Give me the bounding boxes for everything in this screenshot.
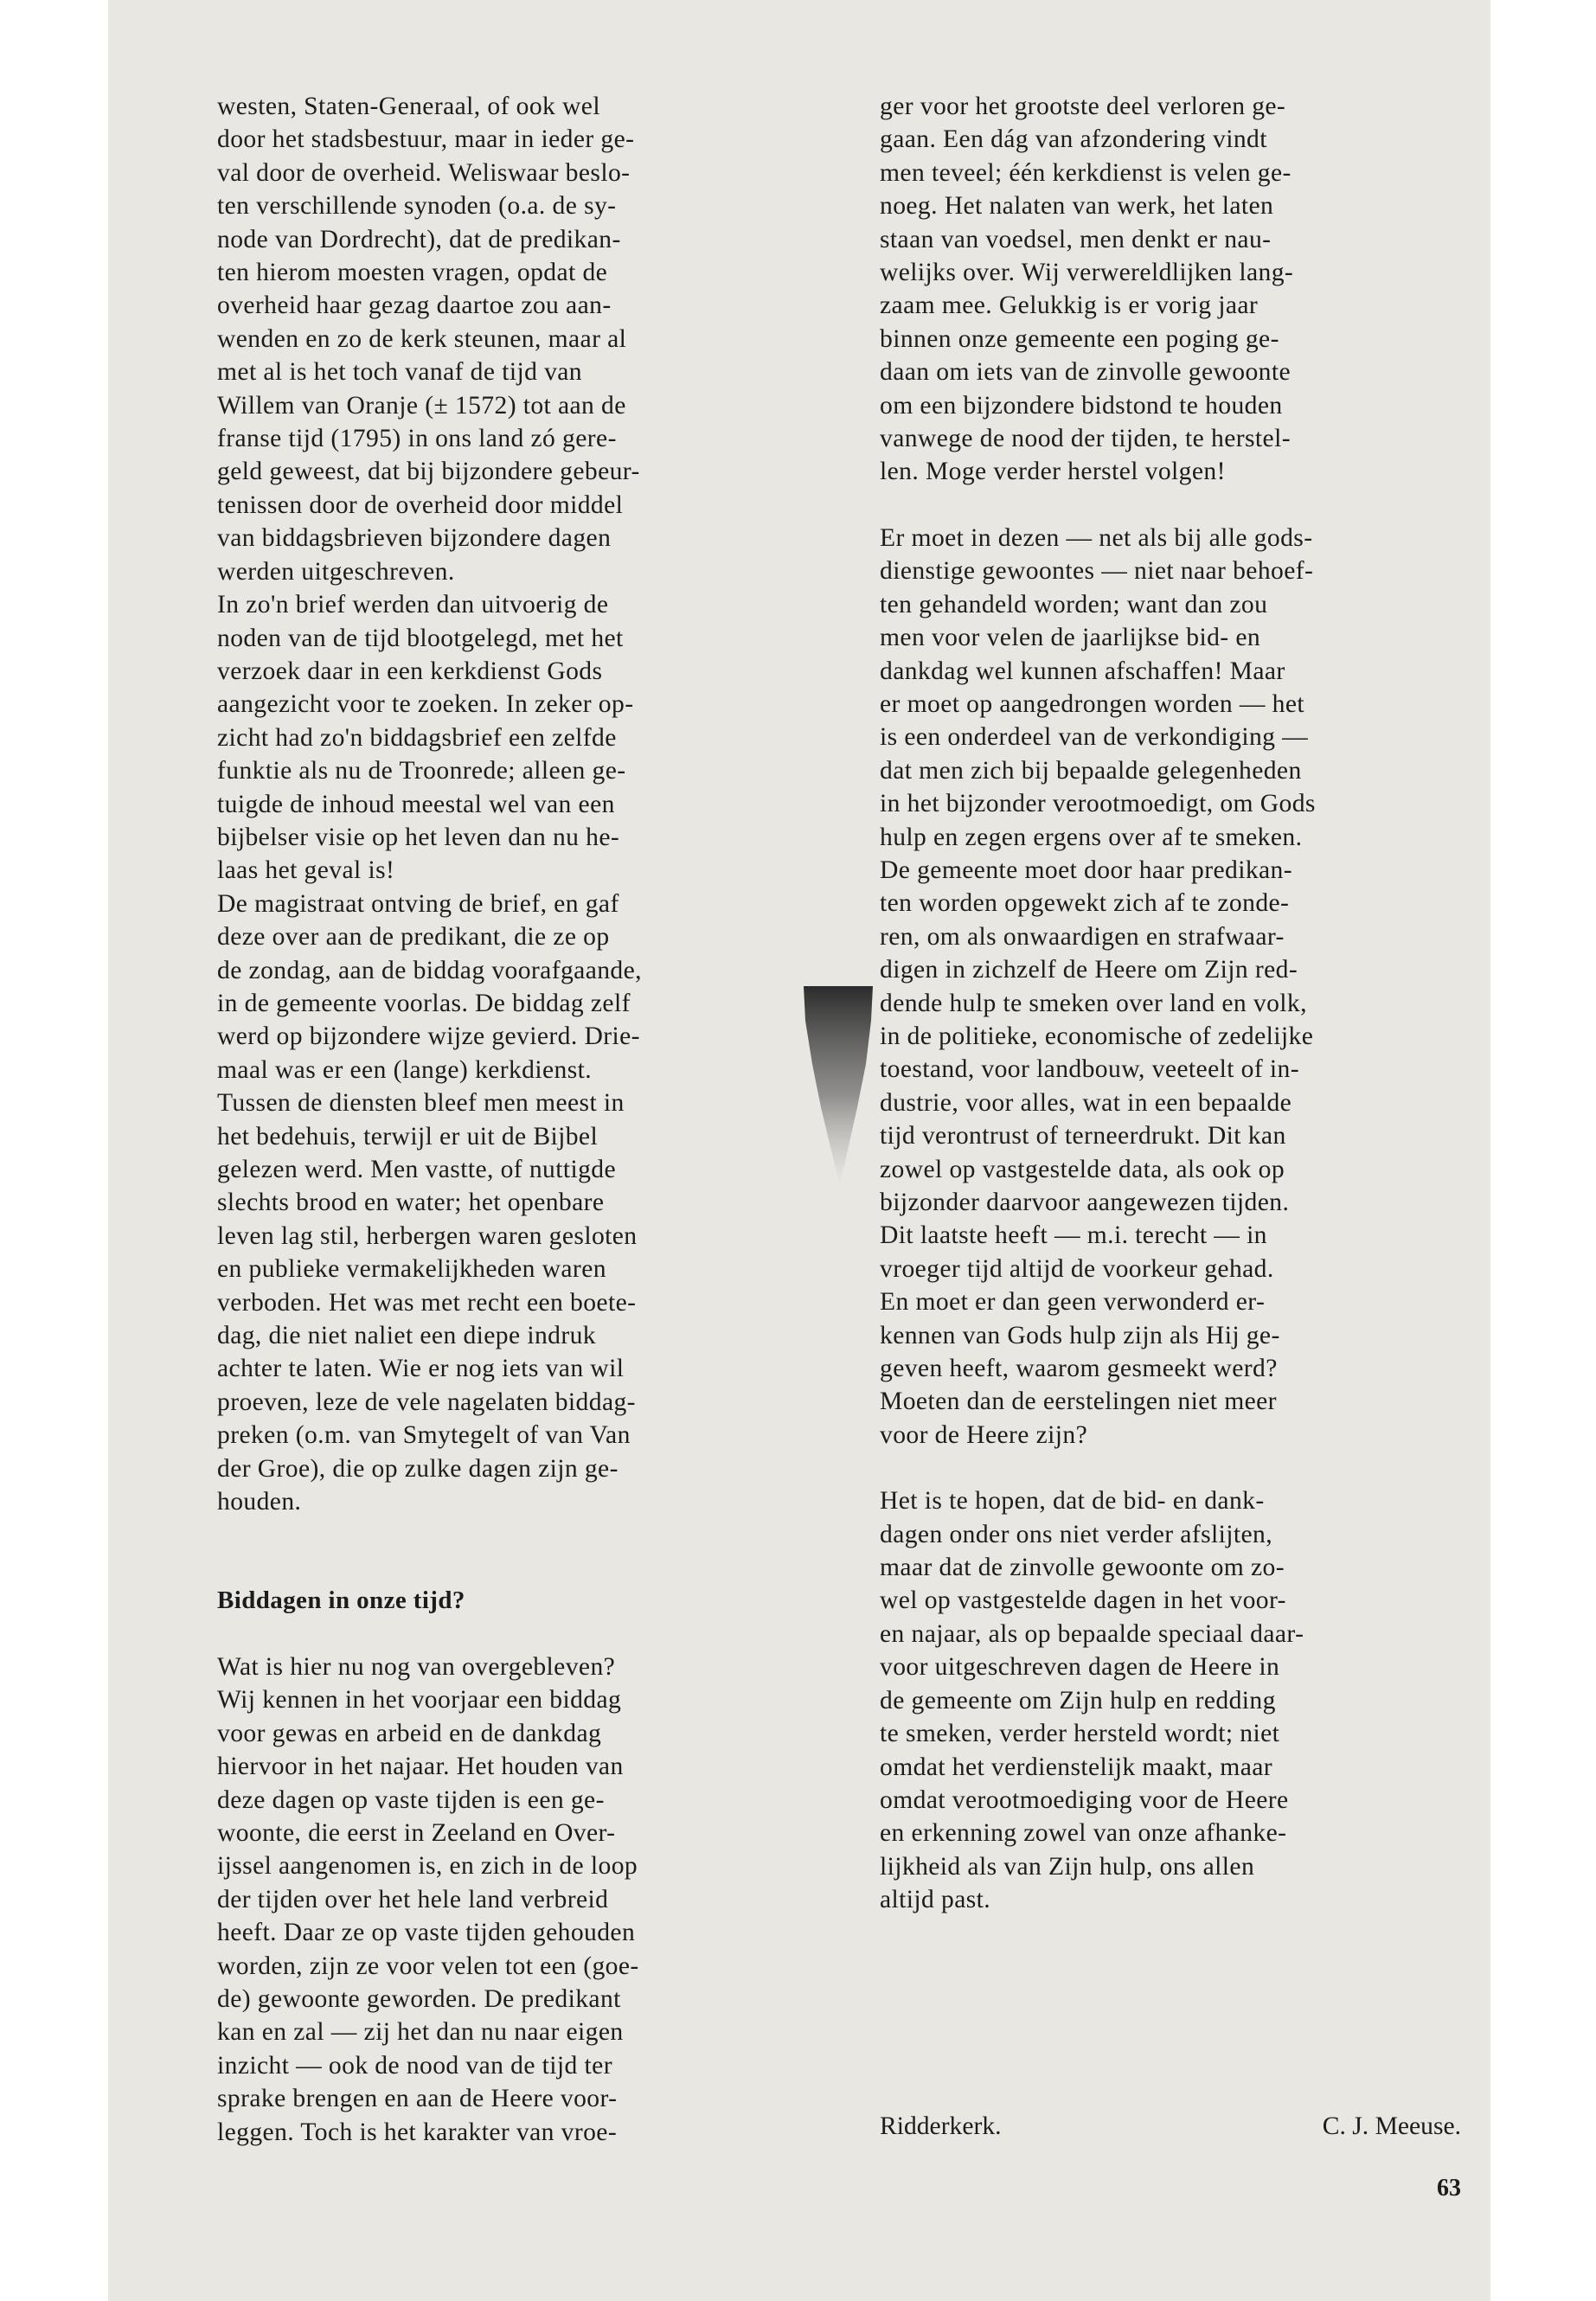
signature-author: C. J. Meeuse. bbox=[1322, 2112, 1461, 2140]
spacer bbox=[880, 1452, 1461, 1484]
section-heading: Biddagen in onze tijd? bbox=[217, 1586, 465, 1615]
right-paragraph-3: De gemeente moet door haar predikan- ten worden opgewekt zich af te zonde- ren, om als onwaardigen en strafwaar- digen in zichzelf de Heere om Zijn red- dende hulp te smeken over land en volk, in de politieke, economische of zedelijke toestand, voor landbouw, veeteelt of in- dustrie, voor alles, wat in een bepaalde tijd verontrust of terneerdrukt. Dit kan zowel op vastgestelde data, als ook op bijzonder daarvoor aangewezen tijden. Dit laatste heeft — m.i. terecht — in vroeger tijd altijd de voorkeur gehad. bbox=[880, 856, 1314, 1283]
right-paragraph-2: Er moet in dezen — net als bij alle gods- dienstige gewoontes — niet naar behoef- ten gehandeld worden; want dan zou men voor velen de jaarlijkse bid- en dankdag wel kunnen afschaffen! Maar er moet op aangedrongen worden — het is een onderdeel van de verkondiging — dat men zich bij bepaalde gelegenheden in het bijzonder verootmoedigt, om Gods hulp en zegen ergens over af te smeken. bbox=[880, 523, 1316, 851]
left-paragraph-5: Wat is hier nu nog van overgebleven? Wij kennen in het voorjaar een biddag voor gewas en arbeid en de dankdag hiervoor in het najaar. Het houden van deze dagen op vaste tijden is een ge- woonte, die eerst in Zeeland en Over- ijssel aangenomen is, en zich in de loop der tijden over het hele land verbreid heeft. Daar ze op vaste tijden gehouden worden, zijn ze voor velen tot een (goe- de) gewoonte geworden. De predikant kan en zal — zij het dan nu naar eigen inzicht — ook de nood van de tijd ter sprake brengen en aan de Heere voor- leggen. Toch is het karakter van vroe- bbox=[217, 1652, 639, 2146]
left-paragraph-4: Tussen de diensten bleef men meest in het bedehuis, terwijl er uit de Bijbel gelezen werd. Men vastte, of nuttigde slechts brood en water; het openbare leven lag stil, herbergen waren gesloten en publieke vermakelijkheden waren verboden. Het was met recht een boete- dag, die niet naliet een diepe indruk achter te laten. Wie er nog iets van wil proeven, leze de vele nagelaten biddag- preken (o.m. van Smytegelt of van Van der Groe), die op zulke dagen zijn ge- houden. bbox=[217, 1089, 638, 1516]
spacer bbox=[217, 1518, 797, 1551]
left-column bbox=[217, 90, 797, 2149]
left-paragraph-2: In zo'n brief werden dan uitvoerig de noden van de tijd blootgelegd, met het verzoek daar in een kerkdienst Gods aangezicht voor te zoeken. In zeker op- zicht had zo'n biddagsbrief een zelfde funktie als nu de Troonrede; alleen ge- tuigde de inhoud meestal wel van een bijbelser visie op het leven dan nu he- laas het geval is! bbox=[217, 591, 634, 885]
right-paragraph-5: Het is te hopen, dat de bid- en dank- dagen onder ons niet verder afslijten, maar dat de zinvolle gewoonte om zo- wel op vastgestelde dagen in het voor- en najaar, als op bepaalde speciaal daar- voor uitgeschreven dagen de Heere in de gemeente om Zijn hulp en redding te smeken, verder hersteld wordt; niet omdat het verdienstelijk maakt, maar omdat verootmoediging voor de Heere en erkenning zowel van onze afhanke- lijkheid als van Zijn hulp, ons allen altijd past. bbox=[880, 1487, 1304, 1914]
signature-place: Ridderkerk. bbox=[880, 2112, 1002, 2140]
page-paper bbox=[108, 0, 1490, 2301]
right-column bbox=[880, 90, 1461, 1917]
ink-stain-mark bbox=[797, 986, 880, 1185]
right-paragraph-1: ger voor het grootste deel verloren ge- gaan. Een dág van afzondering vindt men teveel; één kerkdienst is velen ge- noeg. Het nalaten van werk, het laten staan van voedsel, men denkt er nau- welijks over. Wij verwereldlijken lang- zaam mee. Gelukkig is er vorig jaar binnen onze gemeente een poging ge- daan om iets van de zinvolle gewoonte om een bijzondere bidstond te houden vanwege de nood der tijden, te herstel- len. Moge verder herstel volgen! bbox=[880, 93, 1294, 486]
left-paragraph-1: westen, Staten-Generaal, of ook wel door het stadsbestuur, maar in ieder ge- val door de overheid. Weliswaar beslo- ten verschillende synoden (o.a. de sy- node van Dordrecht), dat de predikan- ten hierom moesten vragen, opdat de overheid haar gezag daartoe zou aan- wenden en zo de kerk steunen, maar al met al is het toch vanaf de tijd van Willem van Oranje (± 1572) tot aan de franse tijd (1795) in ons land zó gere- geld geweest, dat bij bijzondere gebeur- tenissen door de overheid door middel van biddagsbrieven bijzondere dagen werden uitgeschreven. bbox=[217, 93, 640, 586]
spacer bbox=[217, 1551, 797, 1584]
right-paragraph-4: En moet er dan geen verwonderd er- kennen van Gods hulp zijn als Hij ge- geven heeft, waarom gesmeekt werd? Moeten dan de eerstelingen niet meer voor de Heere zijn? bbox=[880, 1288, 1280, 1449]
spacer bbox=[880, 489, 1461, 522]
signature-line bbox=[880, 2112, 1461, 2141]
spacer bbox=[217, 1618, 797, 1650]
left-paragraph-3: De magistraat ontving de brief, en gaf deze over aan de predikant, die ze op de zondag, aan de biddag voorafgaande, in de gemeente voorlas. De biddag zelf werd op bijzondere wijze gevierd. Drie- maal was er een (lange) kerkdienst. bbox=[217, 889, 642, 1084]
page-number: 63 bbox=[1437, 2175, 1461, 2202]
